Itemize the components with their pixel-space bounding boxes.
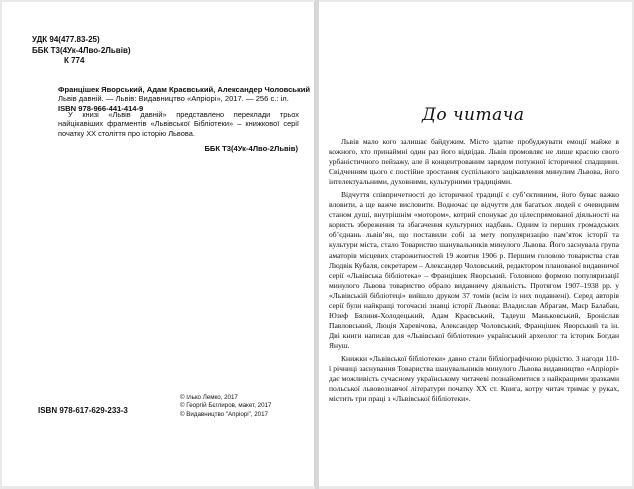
paragraph: Львів мало кого залишає байдужим. Місто здатне пробуджувати емоції майже в кожного, хто принаймні один раз його відвідав. Львів промовляє не лише красою свого урбаністичного пейзажу, але й концентрованим зарядом потужної історичної спадщини. Свідченням цього є постійне зростання суспільного зацікавлення минулим Львова, його інтелектуальними, духовними, культурними традиціями. <box>329 137 619 187</box>
author-mark: К 774 <box>64 56 85 65</box>
page-heading: До читача <box>422 105 525 125</box>
copyright-line: © Ількo Лемко, 2017 <box>180 394 238 401</box>
udk-line: УДК 94(477.83-25) <box>32 35 100 44</box>
copyright-line: © Георгій Бєглиров, макет, 2017 <box>180 402 272 410</box>
copyright-line: © Видавництво "Апріорі", 2017 <box>180 410 268 418</box>
copyright-block <box>180 394 271 419</box>
right-page <box>319 2 632 486</box>
authors-line: Францішек Яворський, Адам Краєвський, Александер Чоловський <box>58 85 311 94</box>
title-line: Львів давній. — Львів: Видавництво «Апріорі», 2017. — 256 с.: іл. <box>58 94 289 104</box>
annotation: У книзі «Львів давній» представлено переклади трьох найцікавіших фрагментів «Львівської Бібліотеки» – книжкової серії початку ХХ століття про історію Львова. <box>58 110 299 138</box>
left-page <box>2 2 315 486</box>
bbk-line: ББК Т3(4Ук-4Лво-2Львів) <box>32 45 131 55</box>
paragraph: Книжки «Львівської бібліотеки» давно стали бібліографічною рідкістю. З нагоди 110-ї річниці заснування Товариства шанувальників минулого Львова видавництво «Апріорі» дає можливість сучасному українському читачеві познайомитися з найкращими зразками польської львовознавчої літератури початку ХХ ст. Книга, котру читач тримає у руках, містить три праці з «Львівської бібліотеки». <box>329 353 619 404</box>
isbn-line: ISBN 978-966-441-414-9 <box>58 103 144 113</box>
bbk-bottom: ББК Т3(4Ук-4Лво-2Львів) <box>204 144 298 153</box>
isbn-bottom: ISBN 978-617-629-233-3 <box>38 406 128 415</box>
catalog-block <box>32 35 131 67</box>
bibliographic-record <box>58 85 311 113</box>
preface-text <box>329 137 619 404</box>
paragraph: Відчуття співпричетності до історичної традиції є суб’єктивним, його буває важко вловити, а ще важче висловити. Водночас це відчуття для багатьох людей є очевидним станом душі, внутрішнім «мотором», котрий спонукає до цілеспрямованої діяльності на користь збереження та збагачення культурних надбань. Одним із перших громадських об’єднань львів’ян, що поставили собі за мету популяризацію пам’яток історії та культури міста, стало Товариство шанувальників минулого Львова. Його заснувала група аматорів місцевих старожитностей 19 жовтня 1906 р. Першим головою товариства став Людвік Кубаля, секретарем – Александер Чоловський, редактором планованої видавничої серії «Львівська бібліотека» – Францішек Яворський. Головною формою популяризації минулого Львова товариство обрало видавничу діяльність. Протягом 1907–1938 рр. у «Львівській бібліотеці» вийшло друком 37 томів (всім із них подавнені). Серед авторів серії були найкращі тогочасні знавці історії Львова: Владислав Абрагам, Маєр Балабан, Юзеф Бялиня-Холодецький, Адам Краєвський, Тадеуш Маньковський, Броніслав Павловський, Люція Харевічова, Александер Чоловський, Францішек Яворський та ін. Дві книги написав для «Львівської бібліотеки» український археолог та історик Богдан Януш. <box>329 190 619 350</box>
